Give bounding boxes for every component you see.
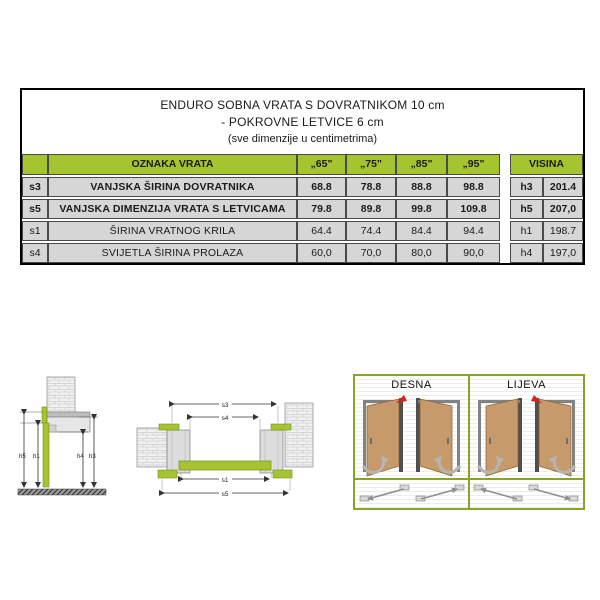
row-s3-v75: 78.8 [346, 177, 396, 197]
row-s5-name: VANJSKA DIMENZIJA VRATA S LETVICAMA [48, 199, 297, 219]
row-s4-v65: 60,0 [297, 243, 346, 263]
lijeva-plan-arrows [470, 480, 583, 508]
row-s5-code: s5 [22, 199, 48, 219]
height-section-diagram [12, 365, 127, 505]
dim-label-h1: h1 [33, 454, 40, 460]
table-title-line1: ENDURO SOBNA VRATA S DOVRATNIKOM 10 cm [160, 98, 445, 112]
row-s4-hcode: h4 [510, 243, 543, 263]
width-section-diagram [130, 390, 345, 505]
header-cell-size-75: „75" [346, 154, 396, 175]
row-s3-hvalue: 201.4 [543, 177, 583, 197]
header-cell-size-95: „95" [447, 154, 500, 175]
row-s3-v65: 68.8 [297, 177, 346, 197]
dim-label-s5: s5 [221, 491, 229, 498]
table-title-block [22, 90, 583, 154]
header-cell-size-65: „65" [297, 154, 346, 175]
row-s5-v95: 109.8 [447, 199, 500, 219]
door-swing-panel [353, 374, 585, 510]
row-s5-hvalue: 207,0 [543, 199, 583, 219]
row-s1-v65: 64.4 [297, 221, 346, 241]
row-s5-v65: 79.8 [297, 199, 346, 219]
row-s3-v85: 88.8 [396, 177, 447, 197]
row-s4-v75: 70,0 [346, 243, 396, 263]
swing-half-lijeva [470, 376, 583, 508]
wall-section [47, 377, 90, 432]
row-s1-v85: 84.4 [396, 221, 447, 241]
dim-label-h5: h5 [19, 454, 26, 460]
door-spec-table [20, 88, 585, 265]
row-s4-hvalue: 197,0 [543, 243, 583, 263]
row-s4-v85: 80,0 [396, 243, 447, 263]
row-s3-hcode: h3 [510, 177, 543, 197]
spec-grid [22, 154, 583, 263]
dim-label-s1: s1 [221, 477, 229, 484]
swing-title-desna: DESNA [391, 379, 432, 391]
row-s1-v75: 74.4 [346, 221, 396, 241]
cover-strip [42, 407, 47, 423]
row-s4-code: s4 [22, 243, 48, 263]
lijeva-doors-illustration [470, 394, 583, 478]
row-s3-name: VANJSKA ŠIRINA DOVRATNIKA [48, 177, 297, 197]
swing-half-desna [355, 376, 468, 508]
row-s3-v95: 98.8 [447, 177, 500, 197]
header-cell-visina: VISINA [510, 154, 583, 175]
row-s1-hvalue: 198.7 [543, 221, 583, 241]
row-s5-v75: 89.8 [346, 199, 396, 219]
desna-doors-illustration [355, 394, 468, 478]
row-s1-code: s1 [22, 221, 48, 241]
dim-label-h3: h3 [89, 454, 96, 460]
door-back-open [416, 398, 460, 476]
row-s4-name: SVIJETLA ŠIRINA PROLAZA [48, 243, 297, 263]
header-cell-size-85: „85" [396, 154, 447, 175]
desna-plan-arrows [355, 480, 468, 508]
dim-label-h4: h4 [77, 454, 84, 460]
dim-label-s4: s4 [221, 415, 229, 422]
row-s4-v95: 90,0 [447, 243, 500, 263]
row-s5-hcode: h5 [510, 199, 543, 219]
row-s5-v85: 99.8 [396, 199, 447, 219]
row-s3-code: s3 [22, 177, 48, 197]
swing-title-lijeva: LIJEVA [507, 379, 546, 391]
door-front-open [363, 395, 407, 476]
door-leaf-plan [179, 461, 271, 470]
header-cell-name: OZNAKA VRATA [48, 154, 297, 175]
row-s1-name: ŠIRINA VRATNOG KRILA [48, 221, 297, 241]
ground-hatch [18, 489, 106, 495]
row-s1-hcode: h1 [510, 221, 543, 241]
dim-label-s3: s3 [221, 402, 229, 409]
table-title-line3: (sve dimenzije u centimetrima) [227, 132, 378, 145]
header-cell-code [22, 154, 48, 175]
header-gap [500, 154, 510, 175]
door-leaf-section [43, 423, 49, 487]
row-s1-v95: 94.4 [447, 221, 500, 241]
table-title-line2: - POKROVNE LETVICE 6 cm [221, 115, 384, 130]
